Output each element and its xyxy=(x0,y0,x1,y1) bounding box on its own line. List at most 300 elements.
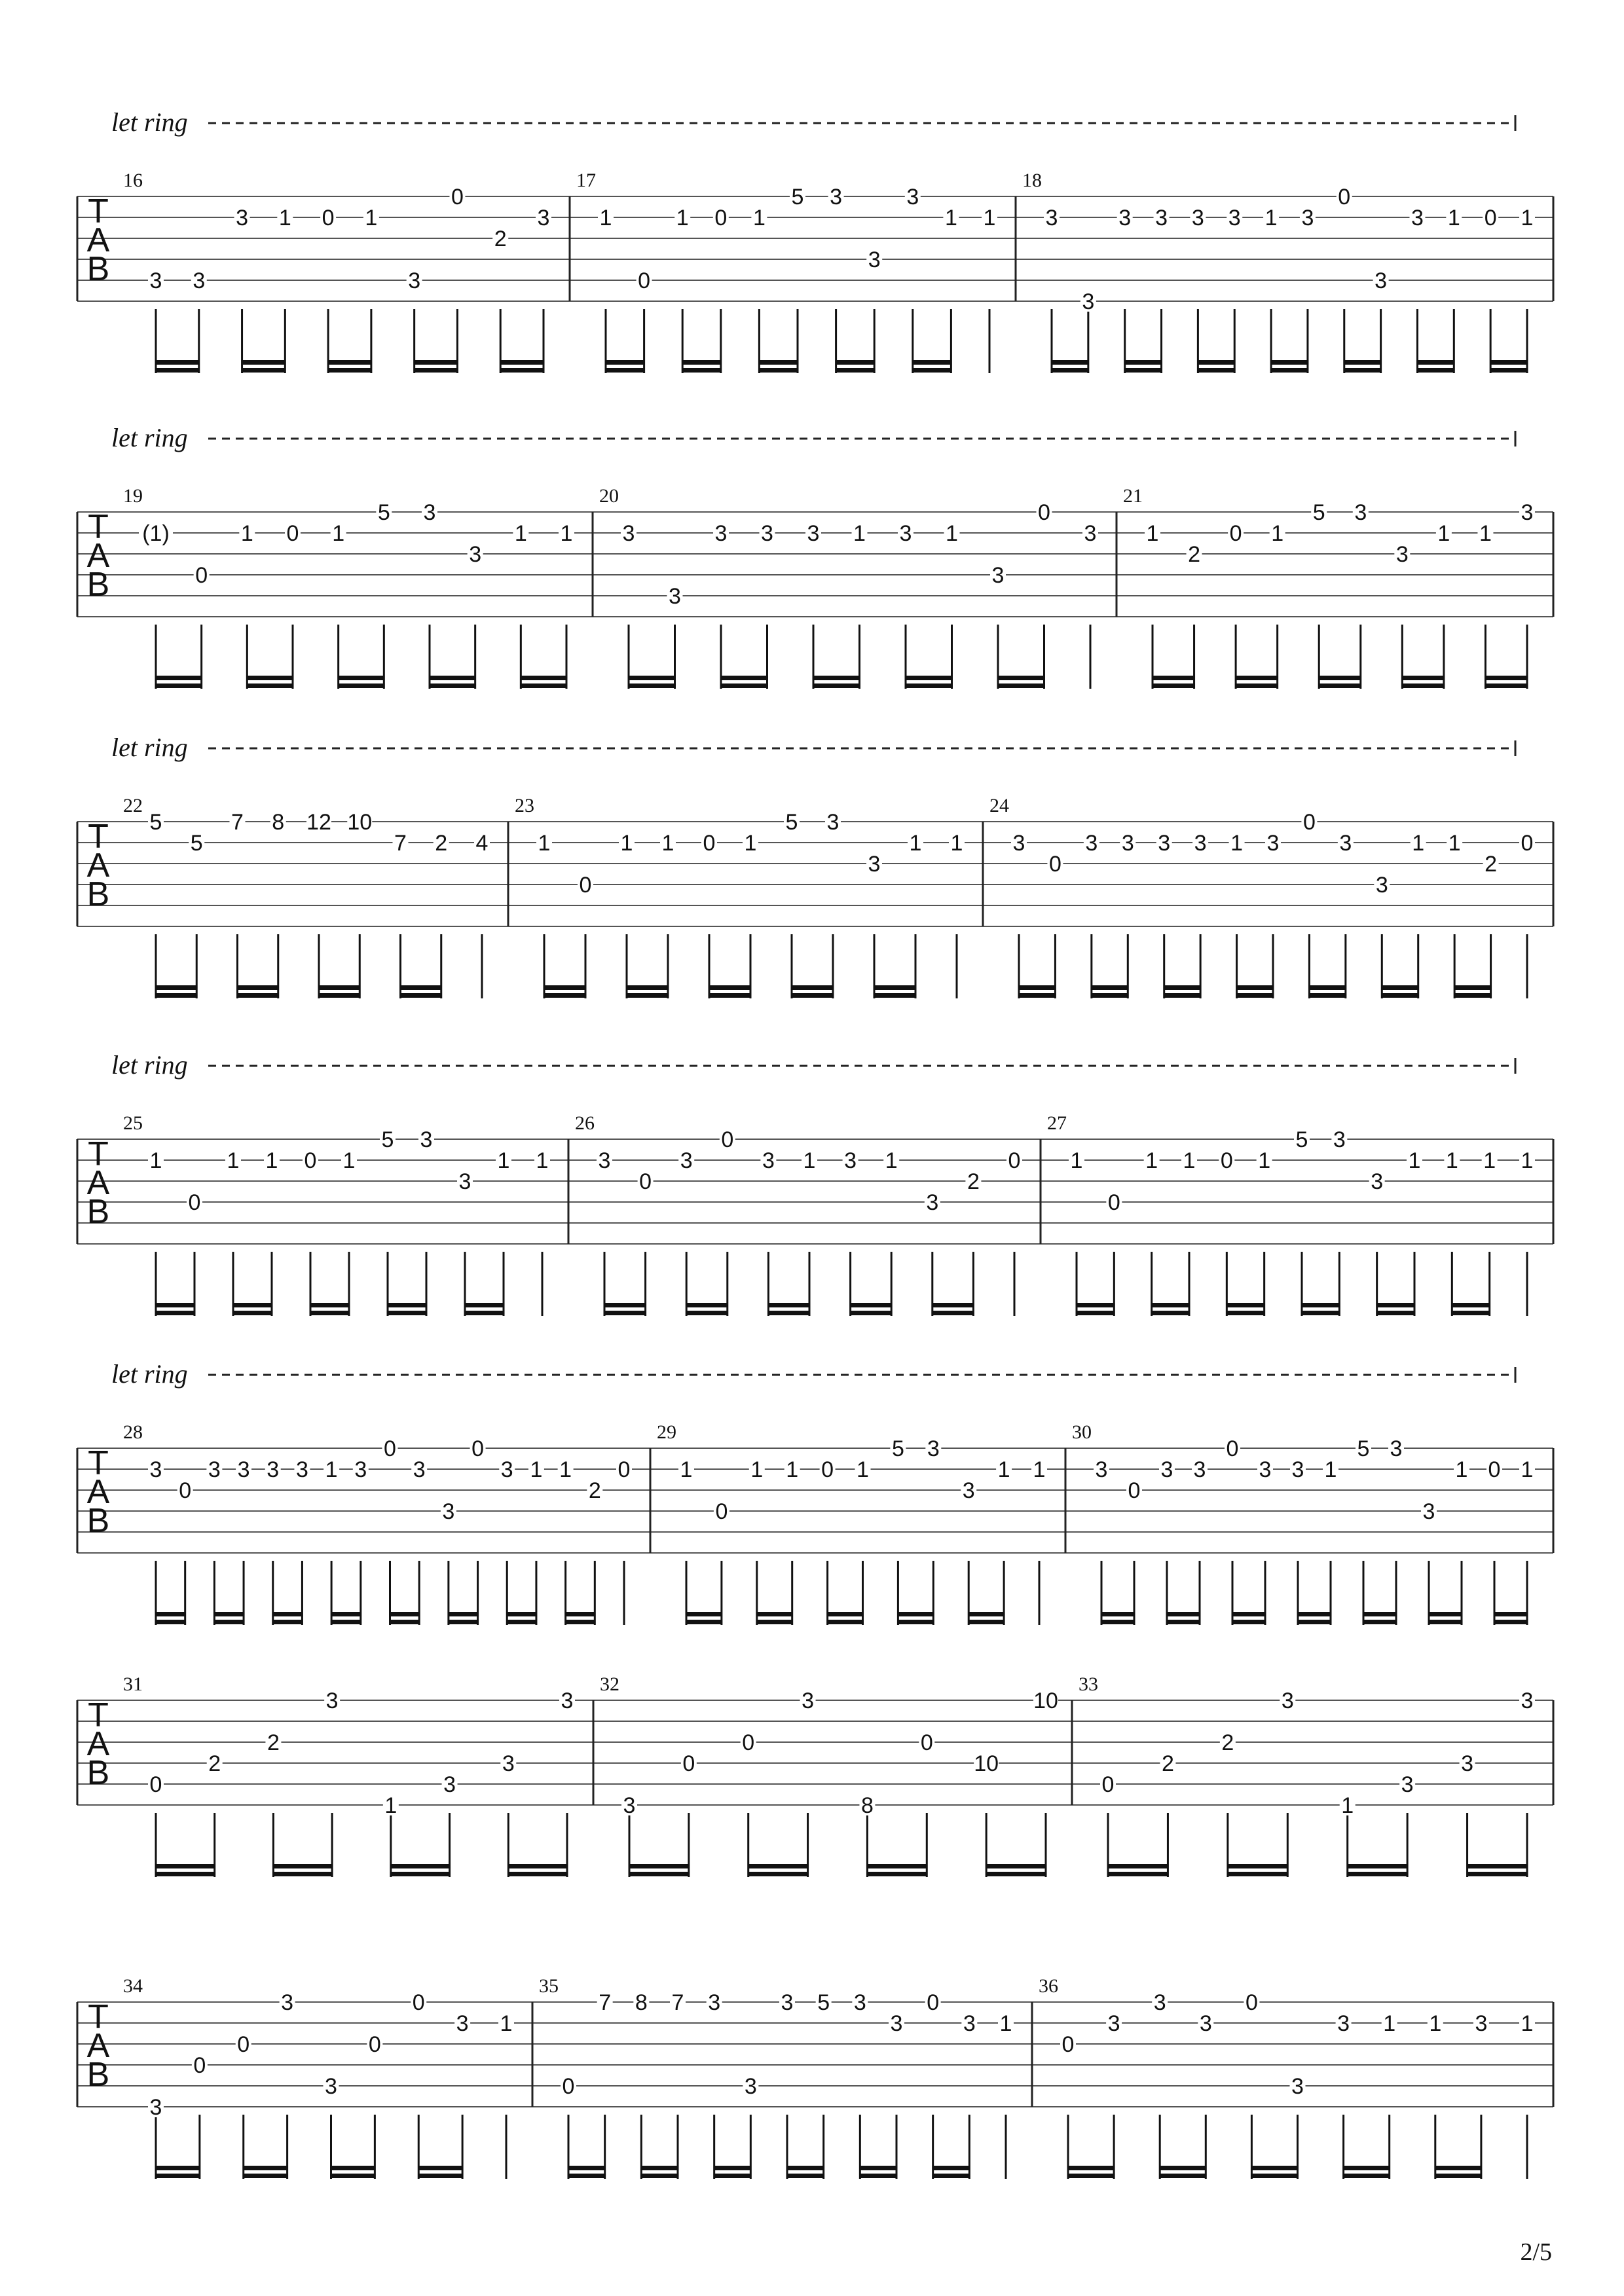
fret-number: 3 xyxy=(1461,1751,1474,1776)
fret-number: 0 xyxy=(193,2053,206,2078)
fret-number: 1 xyxy=(983,206,996,230)
beam xyxy=(1377,1303,1414,1307)
measure xyxy=(123,1975,514,2179)
fret-number: 3 xyxy=(669,584,681,609)
beam xyxy=(1152,1303,1189,1307)
beam xyxy=(860,2166,896,2170)
beam xyxy=(156,1612,185,1616)
beam xyxy=(1052,360,1088,365)
beam xyxy=(721,676,767,680)
beam xyxy=(906,683,952,688)
measure-number: 28 xyxy=(123,1421,143,1443)
beam xyxy=(1160,2174,1206,2178)
fret-number: 3 xyxy=(561,1688,574,1713)
beam xyxy=(238,985,278,990)
beam xyxy=(566,1620,595,1624)
beam xyxy=(1490,368,1527,373)
fret-number: 3 xyxy=(408,268,421,293)
beam xyxy=(1236,683,1278,688)
beam xyxy=(792,985,833,990)
fret-number: 1 xyxy=(265,1148,278,1173)
fret-number: 3 xyxy=(236,206,249,230)
fret-number: 3 xyxy=(1375,268,1388,293)
beam xyxy=(1485,676,1527,680)
beam xyxy=(1108,1864,1168,1868)
measure xyxy=(1079,1673,1535,1877)
beam xyxy=(449,1620,478,1624)
beam xyxy=(1164,993,1200,998)
beam xyxy=(1467,1872,1527,1876)
fret-number: 3 xyxy=(830,185,843,210)
fret-number: 1 xyxy=(1146,521,1159,546)
fret-number: 1 xyxy=(1341,1793,1354,1818)
fret-number: 1 xyxy=(803,1148,816,1173)
beam xyxy=(932,1303,974,1307)
fret-number: 3 xyxy=(1153,1990,1166,2015)
fret-number: 0 xyxy=(927,1990,940,2015)
fret-number: 1 xyxy=(240,521,253,546)
fret-number: 0 xyxy=(562,2074,575,2099)
beam xyxy=(430,683,475,688)
beam xyxy=(641,2174,678,2178)
tab-clef-letter: B xyxy=(86,1502,110,1540)
measure xyxy=(123,170,551,373)
fret-number: 3 xyxy=(1301,206,1314,230)
fret-number: 1 xyxy=(1479,521,1492,546)
fret-number: 3 xyxy=(802,1688,815,1713)
fret-number: 0 xyxy=(821,1457,834,1482)
fret-number: 0 xyxy=(451,185,464,210)
beam xyxy=(1068,2174,1114,2178)
fret-number: 3 xyxy=(991,563,1005,588)
measure-number: 20 xyxy=(599,485,619,507)
beam xyxy=(156,1864,215,1868)
fret-number: 0 xyxy=(721,1127,734,1152)
tab-clef-letter: T xyxy=(88,1135,109,1173)
beam xyxy=(828,1612,863,1616)
fret-number: 3 xyxy=(1012,831,1025,856)
fret-number: 1 xyxy=(885,1148,898,1173)
tab-clef-letter: T xyxy=(88,1696,109,1734)
fret-number: 1 xyxy=(149,1148,162,1173)
beam xyxy=(1309,993,1345,998)
fret-number: 5 xyxy=(791,185,804,210)
beam xyxy=(1319,683,1361,688)
measure-number: 30 xyxy=(1072,1421,1092,1443)
fret-number: 3 xyxy=(149,2095,162,2120)
measure-number: 18 xyxy=(1022,170,1042,191)
fret-number: 2 xyxy=(435,831,448,856)
beam xyxy=(1344,360,1381,365)
beam xyxy=(508,1864,567,1868)
beam xyxy=(709,993,750,998)
fret-number: 3 xyxy=(500,1457,513,1482)
beam xyxy=(1494,1612,1527,1616)
fret-number: 1 xyxy=(950,831,963,856)
beam xyxy=(388,1303,426,1307)
beam xyxy=(932,1311,974,1315)
fret-number: 1 xyxy=(750,1457,764,1482)
beam xyxy=(874,993,915,998)
tab-system xyxy=(77,733,1553,998)
beam xyxy=(1019,985,1055,990)
beam xyxy=(721,683,767,688)
fret-number: 3 xyxy=(1084,521,1097,546)
fret-number: 3 xyxy=(1291,2074,1304,2099)
tab-clef-letter: A xyxy=(86,1473,110,1511)
fret-number: 1 xyxy=(620,831,633,856)
fret-number: 2 xyxy=(967,1169,980,1194)
fret-number: 0 xyxy=(384,1436,396,1461)
fret-number: 0 xyxy=(1101,1772,1115,1797)
beam xyxy=(1298,1620,1331,1624)
beam xyxy=(686,1612,722,1616)
fret-number: 1 xyxy=(1455,1457,1468,1482)
beam xyxy=(1153,676,1194,680)
fret-number: 5 xyxy=(377,500,390,525)
beam xyxy=(836,368,875,373)
beam xyxy=(828,1620,863,1624)
beam xyxy=(913,360,951,365)
fret-number: 3 xyxy=(926,1190,939,1215)
fret-number: 3 xyxy=(1371,1169,1384,1194)
fret-number: 3 xyxy=(622,521,635,546)
beam xyxy=(986,1864,1046,1868)
beam xyxy=(310,1311,349,1315)
tab-clef-letter: A xyxy=(86,537,110,575)
measure-number: 36 xyxy=(1039,1975,1058,1997)
fret-number: 0 xyxy=(1061,2032,1075,2057)
fret-number: 3 xyxy=(267,1457,280,1482)
tab-clef-letter: B xyxy=(86,250,110,288)
beam xyxy=(1101,1612,1134,1616)
beam xyxy=(1101,1620,1134,1624)
tab-system xyxy=(77,1975,1553,2179)
beam xyxy=(1377,1311,1414,1315)
fret-number: 3 xyxy=(1155,206,1168,230)
beam xyxy=(1198,368,1234,373)
fret-number: 10 xyxy=(347,810,373,835)
fret-number: 3 xyxy=(443,1772,456,1797)
beam xyxy=(273,1612,303,1616)
beam xyxy=(714,2174,751,2178)
beam xyxy=(1382,985,1418,990)
beam xyxy=(792,993,833,998)
beam xyxy=(244,2174,287,2178)
beam xyxy=(1271,360,1308,365)
fret-number: 7 xyxy=(671,1990,684,2015)
fret-number: 0 xyxy=(1245,1990,1258,2015)
beam xyxy=(1309,985,1345,990)
beam xyxy=(606,368,644,373)
tab-clef-letter: B xyxy=(86,875,110,913)
beam xyxy=(568,2174,605,2178)
fret-number: 0 xyxy=(1128,1478,1141,1503)
fret-number: 3 xyxy=(623,1793,636,1818)
beam xyxy=(156,1311,194,1315)
beam xyxy=(156,985,196,990)
fret-number: 3 xyxy=(281,1990,294,2015)
beam xyxy=(273,1872,332,1876)
fret-number: 3 xyxy=(761,521,773,546)
fret-number: 3 xyxy=(442,1499,455,1524)
beam xyxy=(757,1620,792,1624)
beam xyxy=(156,993,196,998)
fret-number: 5 xyxy=(891,1436,904,1461)
fret-number: 1 xyxy=(278,206,291,230)
beam xyxy=(606,360,644,365)
beam xyxy=(1068,2166,1114,2170)
tab-clef-letter: T xyxy=(88,192,109,230)
fret-number: 1 xyxy=(536,1148,549,1173)
beam xyxy=(507,1620,536,1624)
fret-number: 1 xyxy=(384,1793,397,1818)
measure-number: 25 xyxy=(123,1112,143,1134)
fret-number: 3 xyxy=(537,206,550,230)
fret-number: 3 xyxy=(1266,831,1280,856)
let-ring-label: let ring xyxy=(111,733,188,762)
beam xyxy=(508,1872,567,1876)
beam xyxy=(1237,993,1273,998)
beam xyxy=(449,1612,478,1616)
measure xyxy=(576,170,997,373)
beam xyxy=(1417,368,1454,373)
beam xyxy=(604,1303,646,1307)
fret-number: 1 xyxy=(1033,1457,1046,1482)
fret-number: 0 xyxy=(1107,1190,1120,1215)
beam xyxy=(1344,2174,1390,2178)
fret-number: 10 xyxy=(974,1751,999,1776)
beam xyxy=(1052,368,1088,373)
beam xyxy=(401,993,441,998)
beam xyxy=(686,1303,728,1307)
beam xyxy=(566,1612,595,1616)
fret-number: 5 xyxy=(1357,1436,1370,1461)
fret-number: 1 xyxy=(857,1457,869,1482)
measure xyxy=(1123,485,1535,689)
beam xyxy=(1271,368,1308,373)
tab-system xyxy=(77,1359,1553,1625)
fret-number: 0 xyxy=(412,1990,425,2015)
beam xyxy=(273,1620,303,1624)
fret-number: 2 xyxy=(1188,542,1201,567)
tab-clef-letter: T xyxy=(88,818,109,856)
fret-number: 3 xyxy=(413,1457,426,1482)
beam xyxy=(1160,2166,1206,2170)
beam xyxy=(1319,676,1361,680)
fret-number: 3 xyxy=(906,185,919,210)
beam xyxy=(328,368,371,373)
fret-number: 7 xyxy=(599,1990,612,2015)
fret-number: 3 xyxy=(1339,831,1352,856)
fret-number: 5 xyxy=(1295,1127,1308,1152)
fret-number: 1 xyxy=(560,521,573,546)
page-number: 2/5 xyxy=(1520,2238,1552,2266)
beam xyxy=(1454,985,1490,990)
let-ring-label: let ring xyxy=(111,1359,188,1389)
fret-number: 1 xyxy=(1429,2011,1442,2036)
fret-number: 1 xyxy=(1271,521,1284,546)
beam xyxy=(1153,683,1194,688)
fret-number: 3 xyxy=(598,1148,611,1173)
fret-number: 1 xyxy=(538,831,551,856)
beam xyxy=(898,1612,933,1616)
beam xyxy=(813,683,860,688)
tab-clef-letter: B xyxy=(86,1754,110,1792)
measure xyxy=(123,1673,575,1877)
tab-clef-letter: B xyxy=(86,566,110,604)
fret-number: 0 xyxy=(638,268,651,293)
measure-number: 26 xyxy=(575,1112,595,1134)
beam xyxy=(1167,1620,1200,1624)
measure-number: 35 xyxy=(539,1975,559,1997)
beam xyxy=(328,360,371,365)
beam xyxy=(339,676,384,680)
measure xyxy=(575,1112,1022,1316)
measure xyxy=(123,1421,632,1625)
fret-number: 3 xyxy=(1199,2011,1212,2036)
beam xyxy=(418,2166,462,2170)
beam xyxy=(247,683,293,688)
beam xyxy=(319,993,360,998)
measure-number: 33 xyxy=(1079,1673,1098,1695)
beam xyxy=(1348,1872,1407,1876)
fret-number: 1 xyxy=(1183,1148,1196,1173)
beam xyxy=(242,368,286,373)
fret-number: 1 xyxy=(227,1148,240,1173)
tab-clef-letter: B xyxy=(86,1193,110,1231)
beam xyxy=(906,676,952,680)
fret-number: 2 xyxy=(494,227,507,251)
fret-number: 1 xyxy=(1521,1148,1534,1173)
beam xyxy=(860,2174,896,2178)
fret-number: 3 xyxy=(807,521,820,546)
fret-number: 3 xyxy=(890,2011,903,2036)
beam xyxy=(641,2166,678,2170)
fret-number: 3 xyxy=(1337,2011,1350,2036)
measure xyxy=(123,485,574,689)
fret-number: 3 xyxy=(1390,1436,1403,1461)
measure xyxy=(657,1421,1047,1625)
beam xyxy=(1302,1303,1339,1307)
fret-number: 0 xyxy=(1484,206,1497,230)
beam xyxy=(1232,1620,1265,1624)
beam xyxy=(757,1612,792,1616)
fret-number: 0 xyxy=(579,873,592,898)
fret-number: 3 xyxy=(193,268,206,293)
beam xyxy=(339,683,384,688)
fret-number: (1) xyxy=(142,521,170,546)
measure-number: 31 xyxy=(123,1673,143,1695)
measure-number: 27 xyxy=(1047,1112,1067,1134)
fret-number: 3 xyxy=(853,1990,866,2015)
beam xyxy=(998,676,1044,680)
beam xyxy=(1467,1864,1527,1868)
measure-number: 29 xyxy=(657,1421,676,1443)
beam xyxy=(391,1872,450,1876)
fret-number: 0 xyxy=(1338,185,1351,210)
fret-number: 3 xyxy=(927,1436,940,1461)
tab-system xyxy=(77,1673,1553,1877)
fret-number: 3 xyxy=(295,1457,308,1482)
tab-clef-letter: T xyxy=(88,1444,109,1482)
beam xyxy=(415,360,458,365)
fret-number: 1 xyxy=(786,1457,799,1482)
fret-number: 7 xyxy=(231,810,244,835)
fret-number: 8 xyxy=(272,810,285,835)
measure-number: 32 xyxy=(600,1673,619,1695)
beam xyxy=(1344,2166,1390,2170)
measure-number: 21 xyxy=(1123,485,1143,507)
fret-number: 3 xyxy=(1395,542,1409,567)
beam xyxy=(1237,985,1273,990)
beam xyxy=(851,1303,892,1307)
fret-number: 1 xyxy=(909,831,922,856)
beam xyxy=(1077,1311,1114,1315)
fret-number: 1 xyxy=(752,206,766,230)
fret-number: 3 xyxy=(1281,1688,1294,1713)
beam xyxy=(1363,1620,1396,1624)
fret-number: 3 xyxy=(844,1148,857,1173)
beam xyxy=(913,368,951,373)
beam xyxy=(768,1311,809,1315)
beam xyxy=(401,985,441,990)
beam xyxy=(1108,1872,1168,1876)
beam xyxy=(1164,985,1200,990)
beam xyxy=(1485,683,1527,688)
fret-number: 2 xyxy=(1161,1751,1174,1776)
tab-clef-letter: A xyxy=(86,2027,110,2065)
fret-number: 1 xyxy=(365,206,378,230)
fret-number: 3 xyxy=(1291,1457,1304,1482)
fret-number: 1 xyxy=(1483,1148,1496,1173)
fret-number: 0 xyxy=(179,1478,192,1503)
beam xyxy=(521,676,566,680)
beam xyxy=(500,360,544,365)
beam xyxy=(544,985,585,990)
fret-number: 3 xyxy=(1191,206,1204,230)
fret-number: 3 xyxy=(1401,1772,1414,1797)
beam xyxy=(1490,360,1527,365)
fret-number: 1 xyxy=(1447,206,1460,230)
measure xyxy=(599,485,1098,689)
tab-clef-letter: T xyxy=(88,1998,109,2036)
beam xyxy=(388,1311,426,1315)
beam xyxy=(686,1620,722,1624)
beam xyxy=(331,2174,375,2178)
fret-number: 3 xyxy=(1375,873,1388,898)
beam xyxy=(686,1311,728,1315)
fret-number: 3 xyxy=(1118,206,1132,230)
fret-number: 3 xyxy=(714,521,728,546)
fret-number: 1 xyxy=(1521,2011,1534,2036)
beam xyxy=(156,676,202,680)
fret-number: 0 xyxy=(742,1730,755,1755)
beam xyxy=(1429,1612,1462,1616)
beam xyxy=(627,993,668,998)
fret-number: 0 xyxy=(149,1772,162,1797)
beam xyxy=(867,1864,927,1868)
beam xyxy=(465,1303,504,1307)
fret-number: 1 xyxy=(325,1457,338,1482)
beam xyxy=(1454,993,1490,998)
beam xyxy=(244,2166,287,2170)
beam xyxy=(768,1303,809,1307)
fret-number: 1 xyxy=(1437,521,1450,546)
measure xyxy=(600,1673,1058,1877)
fret-number: 1 xyxy=(1445,1148,1458,1173)
fret-number: 1 xyxy=(332,521,345,546)
